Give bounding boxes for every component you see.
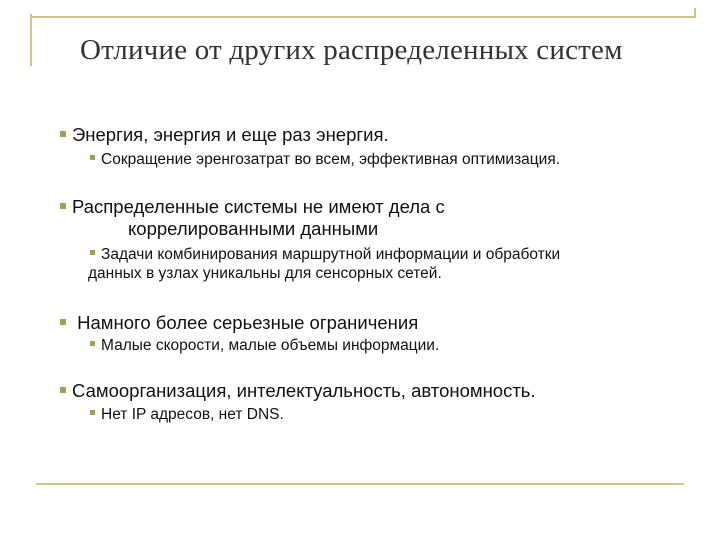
- bullet-square-icon: [60, 319, 66, 325]
- sub-bullet-item-2: [90, 245, 560, 283]
- sub-bullet-text-line1: Задачи комбинирования маршрутной информации и обработки: [101, 246, 561, 263]
- sub-bullet-item-3: [90, 336, 439, 355]
- sub-bullet-item-1: [90, 150, 560, 169]
- top-accent-line: [30, 16, 696, 18]
- bullet-item-3: [60, 312, 418, 334]
- sub-bullet-text: Сокращение эренгозатрат во всем, эффективная оптимизация.: [101, 151, 561, 168]
- sub-bullet-text: Малые скорости, малые объемы информации.: [101, 337, 440, 354]
- left-accent-line: [30, 14, 32, 66]
- bullet-square-icon: [90, 250, 95, 255]
- bullet-item-4: [60, 380, 536, 402]
- bullet-square-icon: [90, 341, 95, 346]
- sub-bullet-text: Нет IP адресов, нет DNS.: [101, 406, 284, 423]
- sub-bullet-text-line2: данных в узлах уникальны для сенсорных сетей.: [88, 265, 442, 282]
- bullet-square-icon: [90, 410, 95, 415]
- bullet-text: Самоорганизация, интелектуальность, автономность.: [72, 380, 536, 401]
- bullet-square-icon: [60, 203, 66, 209]
- bottom-accent-line: [36, 483, 684, 485]
- bullet-text-line1: Распределенные системы не имеют дела с: [72, 196, 445, 217]
- sub-bullet-item-4: [90, 405, 284, 424]
- bullet-square-icon: [90, 155, 95, 160]
- bullet-text: Энергия, энергия и еще раз энергия.: [72, 124, 389, 145]
- bullet-square-icon: [60, 387, 66, 393]
- bullet-text: Намного более серьезные ограничения: [72, 312, 419, 333]
- bullet-item-1: [60, 124, 389, 146]
- bullet-text-line2: коррелированными данными: [128, 218, 379, 239]
- slide-title: Отличие от других распределенных систем: [80, 34, 623, 66]
- bullet-square-icon: [60, 131, 66, 137]
- bullet-item-2: [60, 196, 445, 240]
